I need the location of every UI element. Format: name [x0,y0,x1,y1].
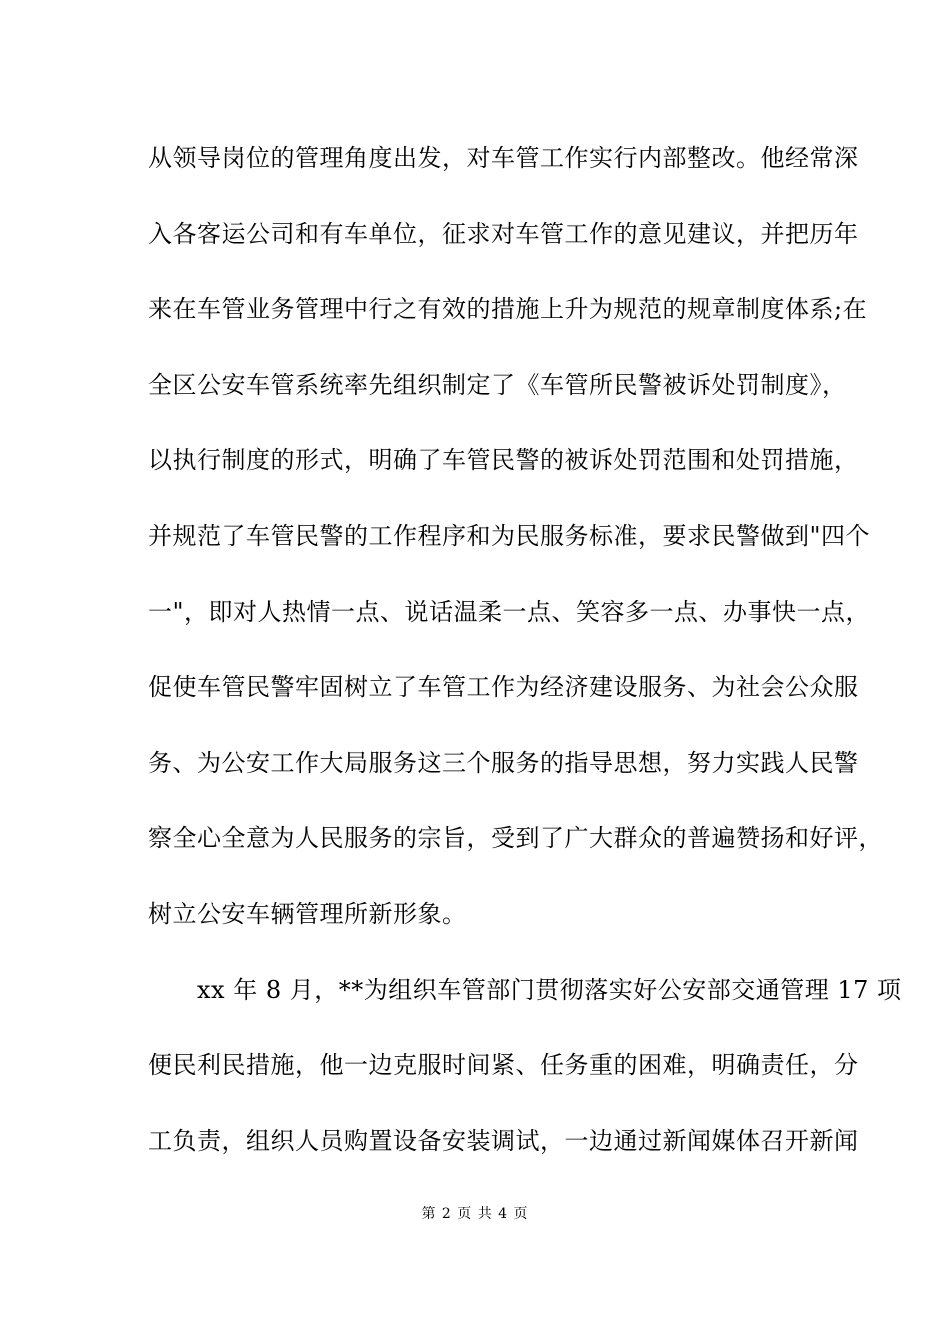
page-number-footer: 第 2 页 共 4 页 [421,1206,529,1222]
text-line: xx 年 8 月，**为组织车管部门贯彻落实好公安部交通管理 17 项 [148,975,902,1004]
text-line: 来在车管业务管理中行之有效的措施上升为规范的规章制度体系;在 [148,295,868,324]
text-line: 务、为公安工作大局服务这三个服务的指导思想，努力实践人民警 [148,748,859,777]
text-line: 全区公安车管系统率先组织制定了《车管所民警被诉处罚制度》， [148,370,847,399]
text-line: 促使车管民警牢固树立了车管工作为经济建设服务、为社会公众服 [148,673,859,702]
text-line: 以执行制度的形式，明确了车管民警的被诉处罚范围和处罚措施， [148,446,859,475]
text-line: 并规范了车管民警的工作程序和为民服务标准，要求民警做到"四个 [148,521,871,550]
text-line: 树立公安车辆管理所新形象。 [148,899,467,928]
text-line: 一"，即对人热情一点、说话温柔一点、笑容多一点、办事快一点， [148,597,871,626]
text-line: 便民利民措施，他一边克服时间紧、任务重的困难，明确责任，分 [148,1051,859,1080]
text-line: 从领导岗位的管理角度出发，对车管工作实行内部整改。他经常深 [148,144,859,172]
text-line: 入各客运公司和有车单位，征求对车管工作的意见建议，并把历年 [148,219,859,248]
text-line: 察全心全意为人民服务的宗旨，受到了广大群众的普遍赞扬和好评， [148,824,883,853]
text-line: 工负责，组织人员购置设备安装调试，一边通过新闻媒体召开新闻 [148,1126,859,1155]
body-text [148,133,902,1191]
